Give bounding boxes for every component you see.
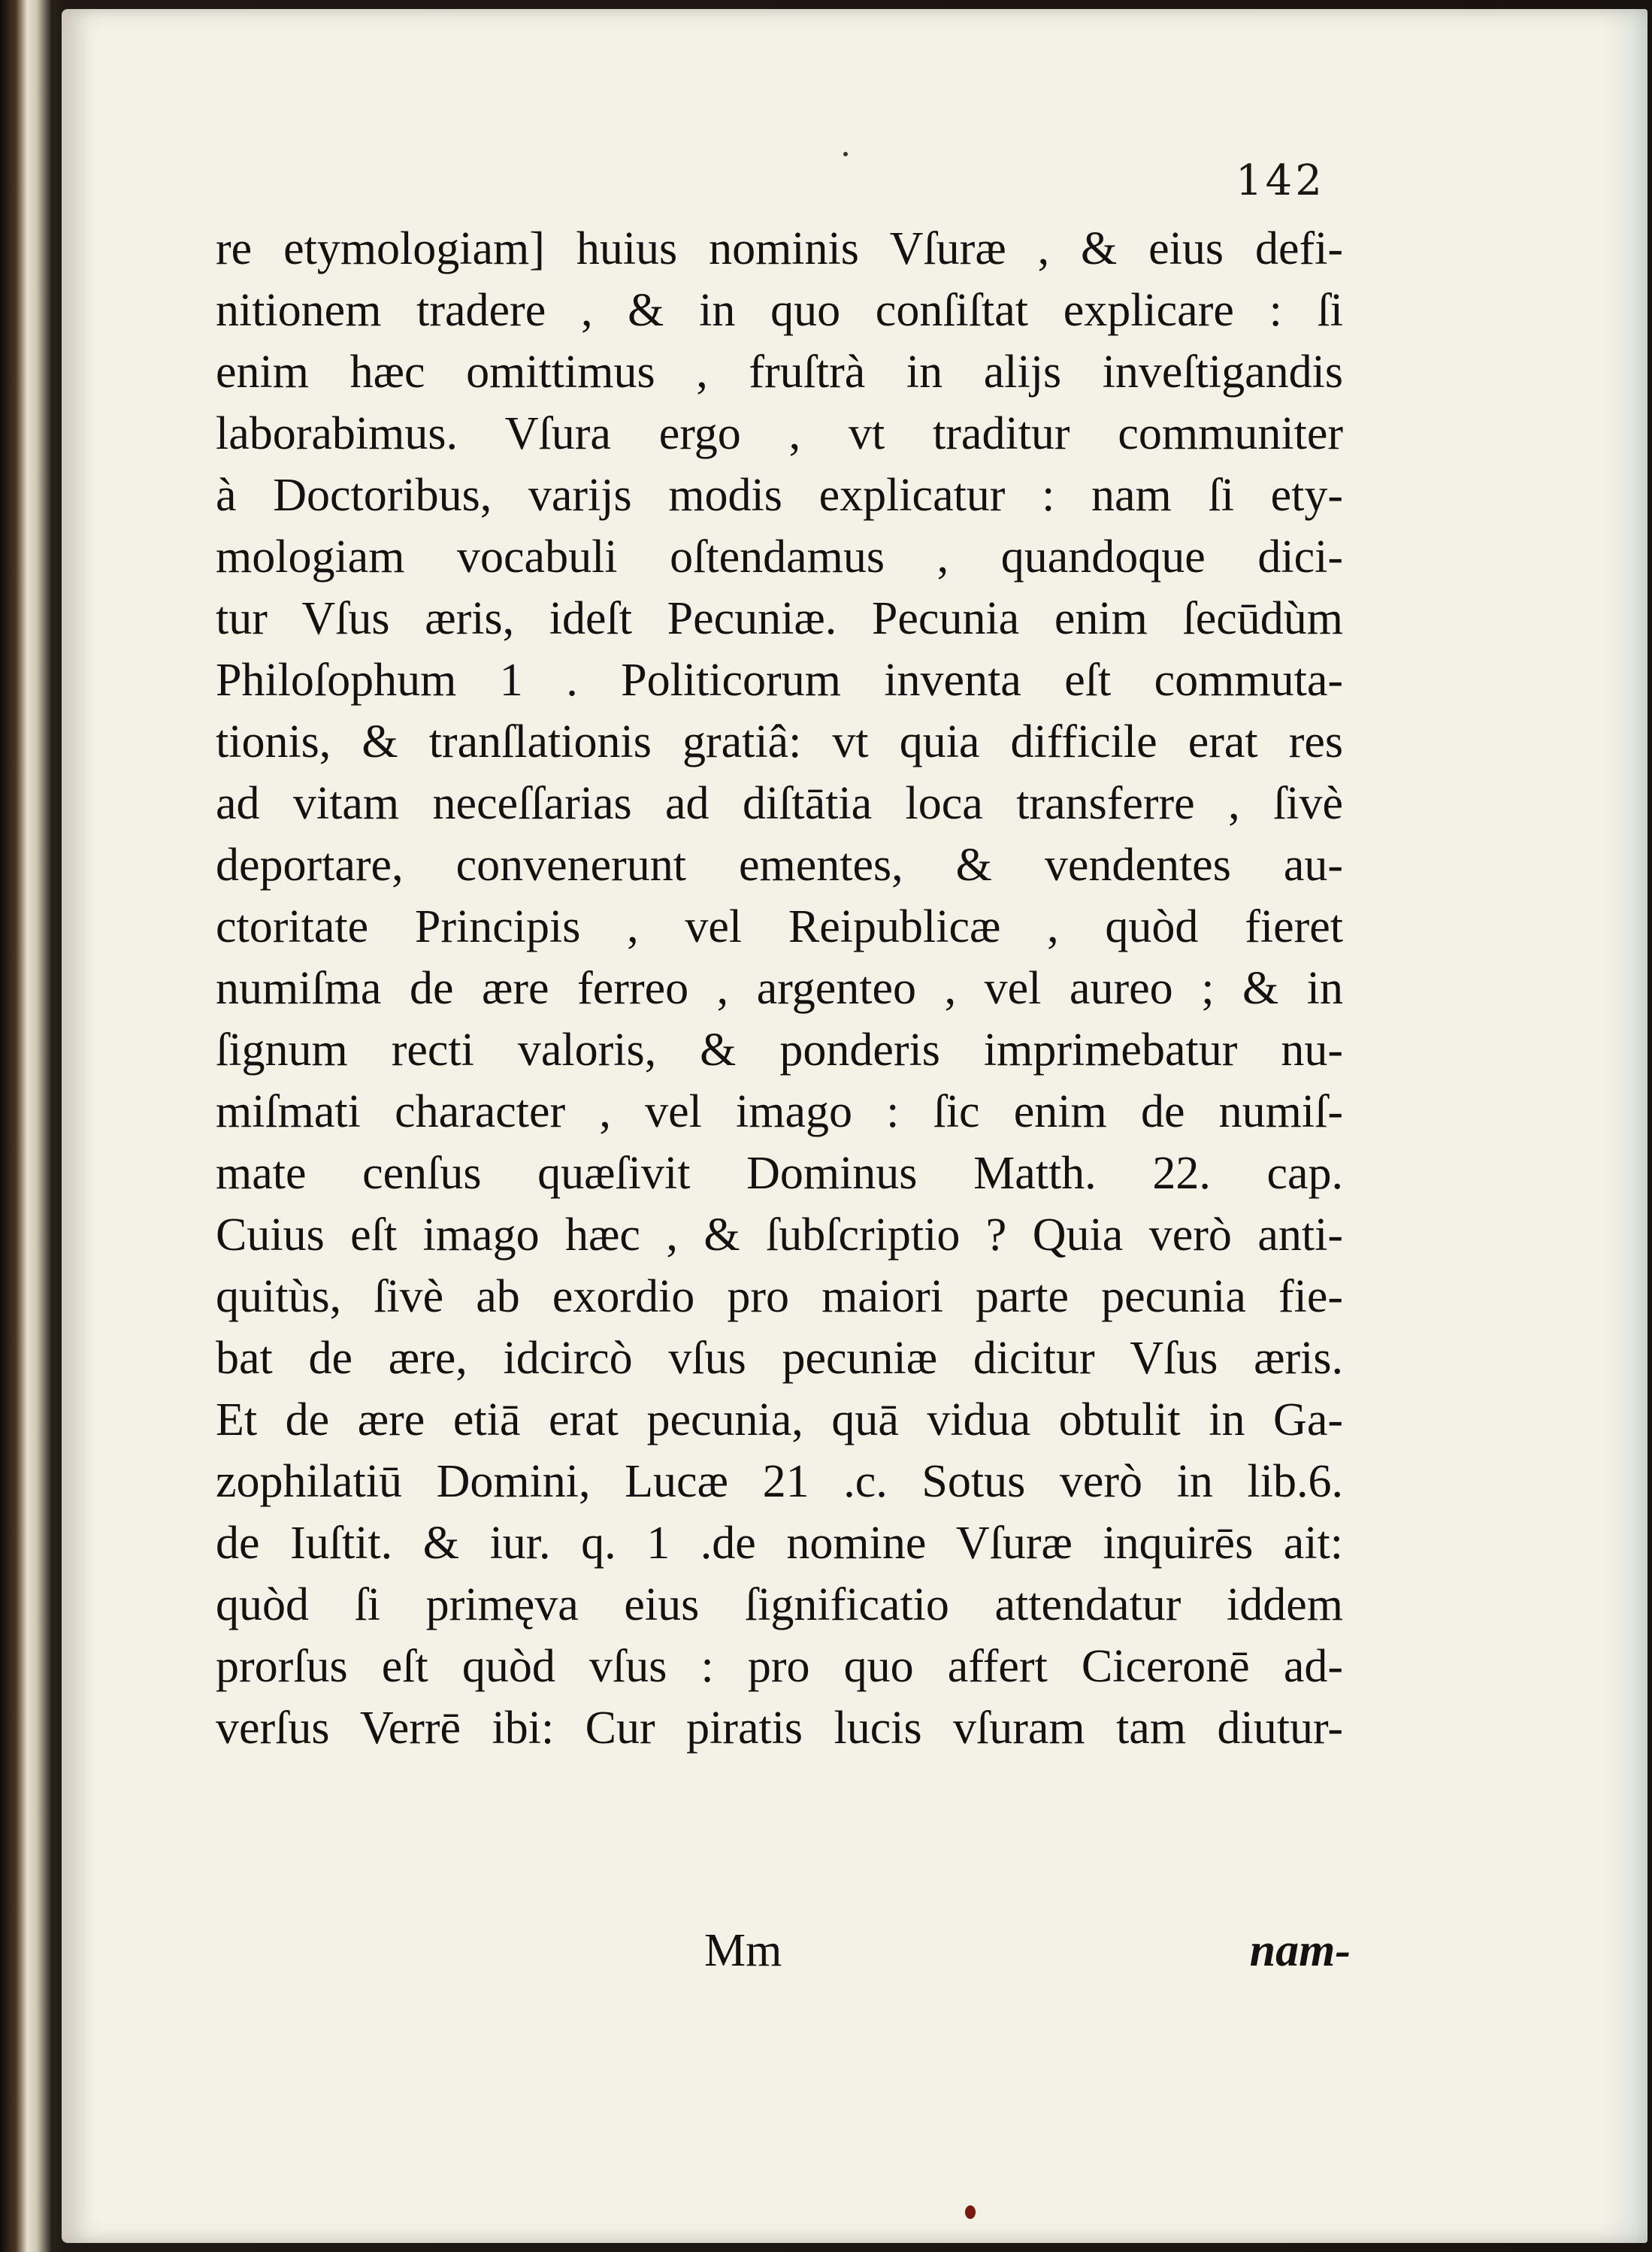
text-line: prorſus eſt quòd vſus : pro quo affert Ciceronē ad- xyxy=(216,1641,1343,1692)
body-text xyxy=(216,218,1343,1759)
text-line: miſmati character , vel imago : ſic enim de numiſ- xyxy=(216,1086,1343,1137)
text-line: mate cenſus quæſivit Dominus Matth. 22. cap. xyxy=(216,1148,1343,1199)
text-line: Et de ære etiā erat pecunia, quā vidua obtulit in Ga- xyxy=(216,1394,1343,1445)
text-line: nitionem tradere , & in quo conſiſtat explicare : ſi xyxy=(216,285,1343,336)
text-line: ctoritate Principis , vel Reipublicæ , quòd fieret xyxy=(216,901,1343,952)
page-number: 142 xyxy=(1236,156,1325,205)
text-line: ſignum recti valoris, & ponderis imprimebatur nu- xyxy=(216,1025,1343,1076)
text-line: re etymologiam] huius nominis Vſuræ , & eius defi- xyxy=(216,223,1343,274)
text-line: mologiam vocabuli oſtendamus , quandoque dici- xyxy=(216,531,1343,583)
signature-mark: Mm xyxy=(704,1925,782,1976)
text-line: verſus Verrē ibi: Cur piratis lucis vſuram tam diutur- xyxy=(216,1703,1343,1754)
page-footer xyxy=(216,1924,1351,1984)
text-line: deportare, convenerunt ementes, & vendentes au- xyxy=(216,840,1343,891)
text-line: quitùs, ſivè ab exordio pro maiori parte pecunia fie- xyxy=(216,1271,1343,1322)
text-line: enim hæc omittimus , fruſtrà in alijs inveſtigandis xyxy=(216,347,1343,398)
text-line: Philoſophum 1 . Politicorum inventa eſt commuta- xyxy=(216,655,1343,706)
text-line: numiſma de ære ferreo , argenteo , vel aureo ; & in xyxy=(216,963,1343,1014)
book-page xyxy=(62,9,1647,2243)
text-line: laborabimus. Vſura ergo , vt traditur communiter xyxy=(216,408,1343,459)
catchword: nam- xyxy=(1249,1925,1351,1976)
text-line: bat de ære, idcircò vſus pecuniæ dicitur Vſus æris. xyxy=(216,1333,1343,1384)
ink-speck xyxy=(843,152,848,156)
text-line: tur Vſus æris, ideſt Pecuniæ. Pecunia enim ſecūdùm xyxy=(216,593,1343,644)
text-line: Cuius eſt imago hæc , & ſubſcriptio ? Quia verò anti- xyxy=(216,1209,1343,1261)
text-line: quòd ſi primęva eius ſignificatio attendatur iddem xyxy=(216,1579,1343,1630)
text-line: zophilatiū Domini, Lucæ 21 .c. Sotus verò in lib.6. xyxy=(216,1456,1343,1507)
text-line: ad vitam neceſſarias ad diſtātia loca transferre , ſivè xyxy=(216,778,1343,829)
red-ink-spot xyxy=(965,2205,976,2219)
text-line: tionis, & tranſlationis gratiâ: vt quia difficile erat res xyxy=(216,716,1343,767)
text-line: de Iuſtit. & iur. q. 1 .de nomine Vſuræ inquirēs ait: xyxy=(216,1518,1343,1569)
previous-page-edge xyxy=(0,0,53,2252)
text-line: à Doctoribus, varijs modis explicatur : nam ſi ety- xyxy=(216,470,1343,521)
